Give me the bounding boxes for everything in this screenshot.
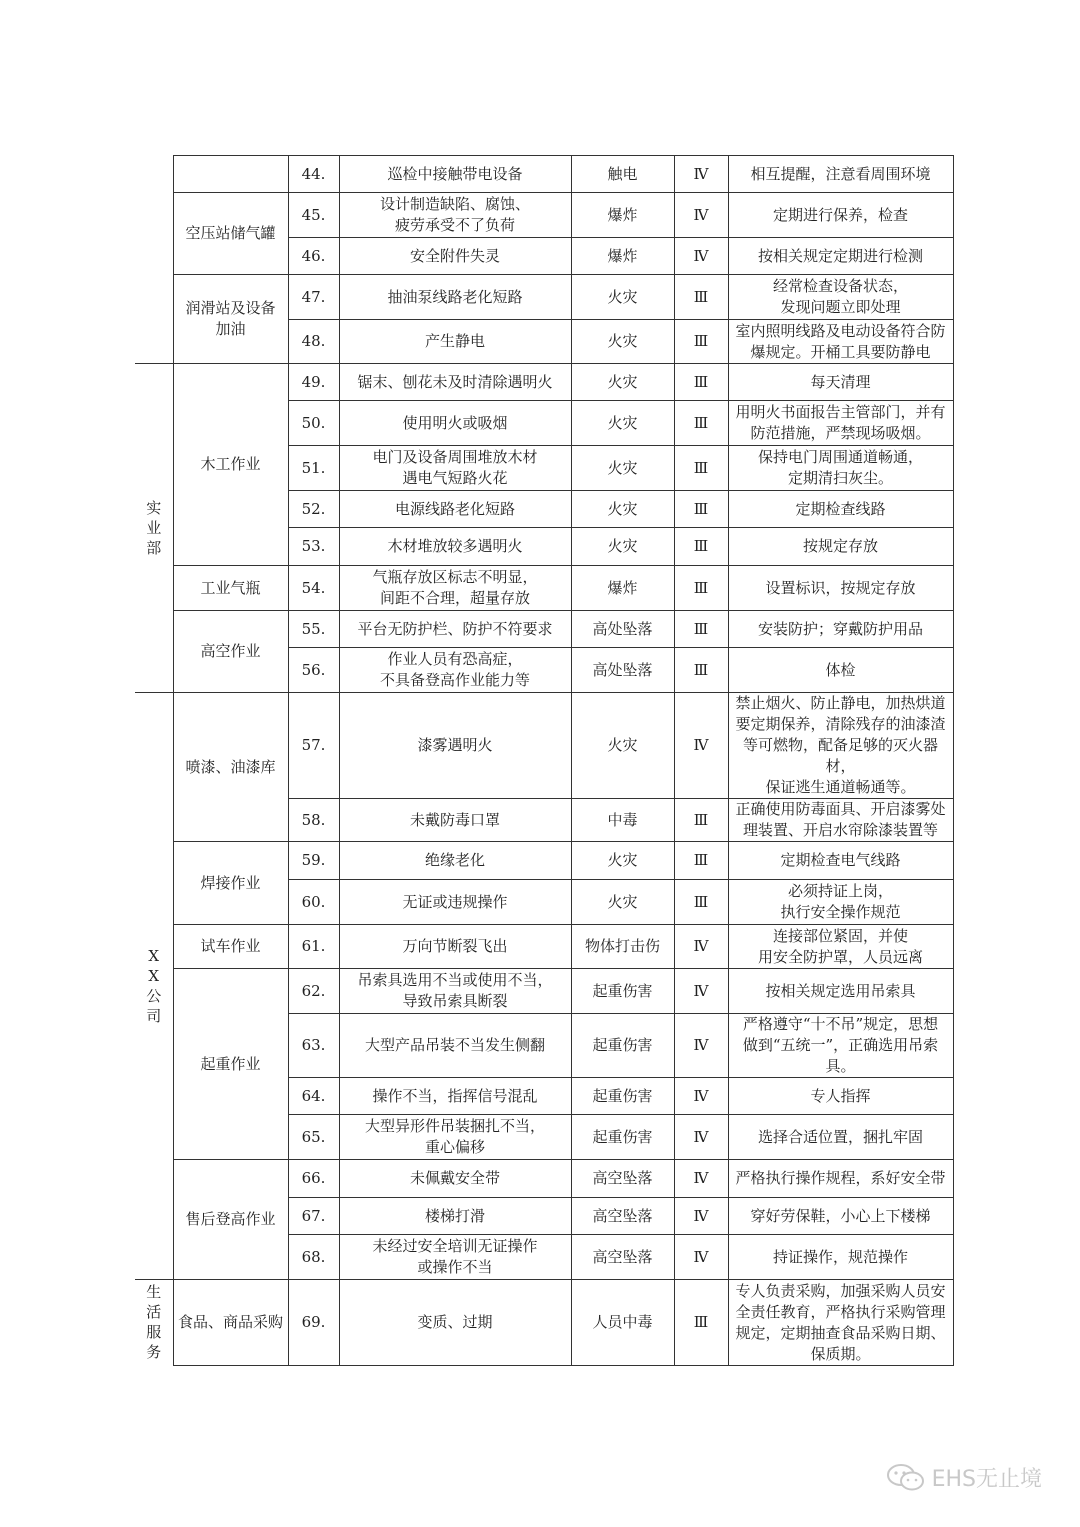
- control-measure: 体检: [728, 648, 953, 693]
- hazard-cell: 产生静电: [339, 320, 571, 364]
- hazard-cell: 安全附件失灵: [339, 238, 571, 275]
- risk-level: Ⅳ: [674, 1160, 728, 1198]
- control-measure: 室内照明线路及电动设备符合防 爆规定。开桶工具要防静电: [728, 320, 953, 364]
- risk-level: Ⅳ: [674, 1078, 728, 1115]
- control-measure: 严格执行操作规程，系好安全带: [728, 1160, 953, 1198]
- watermark-text: EHS无止境: [931, 1467, 1042, 1492]
- hazard-cell: 吊索具选用不当或使用不当， 导致吊索具断裂: [339, 969, 571, 1014]
- row-number: 65.: [288, 1115, 339, 1160]
- hazard-cell: 楼梯打滑: [339, 1198, 571, 1235]
- area-cell: 焊接作业: [173, 842, 288, 925]
- hazard-cell: 未佩戴安全带: [339, 1160, 571, 1198]
- accident-type: 爆炸: [571, 566, 674, 611]
- row-number: 67.: [288, 1198, 339, 1235]
- table-row: [135, 693, 953, 799]
- control-measure: 正确使用防毒面具、开启漆雾处 理装置、开启水帘除漆装置等: [728, 799, 953, 842]
- accident-type: 火灾: [571, 401, 674, 446]
- area-cell: 空压站储气罐: [173, 193, 288, 275]
- area-cell: 高空作业: [173, 611, 288, 693]
- row-number: 62.: [288, 969, 339, 1014]
- risk-level: Ⅳ: [674, 193, 728, 238]
- row-number: 51.: [288, 446, 339, 491]
- table-row: [135, 193, 953, 238]
- risk-level: Ⅳ: [674, 1014, 728, 1078]
- risk-level: Ⅲ: [674, 799, 728, 842]
- dept-xx-company: [135, 693, 173, 1280]
- hazard-cell: 变质、过期: [339, 1280, 571, 1366]
- hazard-cell: 操作不当，指挥信号混乱: [339, 1078, 571, 1115]
- row-number: 45.: [288, 193, 339, 238]
- row-number: 63.: [288, 1014, 339, 1078]
- control-measure: 专人负责采购，加强采购人员安 全责任教育，严格执行采购管理 规定，定期抽查食品采购日期、 保质期。: [728, 1280, 953, 1366]
- control-measure: 连接部位紧固，并使 用安全防护罩，人员远离: [728, 925, 953, 969]
- risk-level: Ⅳ: [674, 1235, 728, 1280]
- risk-level: Ⅲ: [674, 275, 728, 320]
- row-number: 69.: [288, 1280, 339, 1366]
- hazard-cell: 抽油泵线路老化短路: [339, 275, 571, 320]
- control-measure: 选择合适位置，捆扎牢固: [728, 1115, 953, 1160]
- control-measure: 用明火书面报告主管部门，并有 防范措施，严禁现场吸烟。: [728, 401, 953, 446]
- row-number: 61.: [288, 925, 339, 969]
- area-cell: 起重作业: [173, 969, 288, 1160]
- wechat-icon: [886, 1463, 926, 1493]
- control-measure: 定期检查线路: [728, 491, 953, 528]
- hazard-cell: 设计制造缺陷、腐蚀、 疲劳承受不了负荷: [339, 193, 571, 238]
- row-number: 59.: [288, 842, 339, 880]
- hazard-cell: 使用明火或吸烟: [339, 401, 571, 446]
- table-row: [135, 566, 953, 611]
- hazard-cell: 木材堆放较多遇明火: [339, 528, 571, 566]
- accident-type: 爆炸: [571, 193, 674, 238]
- accident-type: 高处坠落: [571, 648, 674, 693]
- hazard-cell: 漆雾遇明火: [339, 693, 571, 799]
- control-measure: 设置标识，按规定存放: [728, 566, 953, 611]
- row-number: 64.: [288, 1078, 339, 1115]
- row-number: 60.: [288, 880, 339, 925]
- risk-level: Ⅳ: [674, 969, 728, 1014]
- accident-type: 火灾: [571, 528, 674, 566]
- table-row: [135, 611, 953, 648]
- accident-type: 物体打击伤: [571, 925, 674, 969]
- control-measure: 按相关规定定期进行检测: [728, 238, 953, 275]
- area-cell: 工业气瓶: [173, 566, 288, 611]
- hazard-cell: 无证或违规操作: [339, 880, 571, 925]
- hazard-cell: 绝缘老化: [339, 842, 571, 880]
- table-row: [135, 925, 953, 969]
- control-measure: 穿好劳保鞋，小心上下楼梯: [728, 1198, 953, 1235]
- risk-level: Ⅲ: [674, 1280, 728, 1366]
- row-number: 47.: [288, 275, 339, 320]
- row-number: 66.: [288, 1160, 339, 1198]
- accident-type: 火灾: [571, 320, 674, 364]
- area-cell: 试车作业: [173, 925, 288, 969]
- hazard-table: [135, 155, 954, 1366]
- accident-type: 高空坠落: [571, 1235, 674, 1280]
- row-number: 46.: [288, 238, 339, 275]
- table-row: [135, 275, 953, 320]
- accident-type: 触电: [571, 156, 674, 193]
- control-measure: 每天清理: [728, 364, 953, 401]
- row-number: 49.: [288, 364, 339, 401]
- dept-blank: [135, 156, 173, 364]
- control-measure: 禁止烟火、防止静电，加热烘道 要定期保养，清除残存的油漆渣 等可燃物，配备足够的灭火器材， 保证逃生通道畅通等。: [728, 693, 953, 799]
- control-measure: 必须持证上岗， 执行安全操作规范: [728, 880, 953, 925]
- area-cell: 食品、商品采购: [173, 1280, 288, 1366]
- accident-type: 起重伤害: [571, 1115, 674, 1160]
- risk-level: Ⅲ: [674, 491, 728, 528]
- accident-type: 高空坠落: [571, 1160, 674, 1198]
- accident-type: 火灾: [571, 693, 674, 799]
- accident-type: 起重伤害: [571, 1014, 674, 1078]
- risk-level: Ⅲ: [674, 528, 728, 566]
- risk-level: Ⅲ: [674, 401, 728, 446]
- risk-level: Ⅳ: [674, 1115, 728, 1160]
- row-number: 55.: [288, 611, 339, 648]
- hazard-cell: 大型异形件吊装捆扎不当， 重心偏移: [339, 1115, 571, 1160]
- risk-level: Ⅲ: [674, 446, 728, 491]
- accident-type: 火灾: [571, 880, 674, 925]
- row-number: 53.: [288, 528, 339, 566]
- control-measure: 定期进行保养，检查: [728, 193, 953, 238]
- hazard-cell: 电源线路老化短路: [339, 491, 571, 528]
- risk-level: Ⅳ: [674, 693, 728, 799]
- control-measure: 相互提醒，注意看周围环境: [728, 156, 953, 193]
- accident-type: 高处坠落: [571, 611, 674, 648]
- area-cell: 售后登高作业: [173, 1160, 288, 1280]
- row-number: 44.: [288, 156, 339, 193]
- control-measure: 按相关规定选用吊索具: [728, 969, 953, 1014]
- control-measure: 安装防护；穿戴防护用品: [728, 611, 953, 648]
- accident-type: 火灾: [571, 275, 674, 320]
- dept-label: 生活服务: [146, 1283, 162, 1362]
- table-row: [135, 1160, 953, 1198]
- control-measure: 经常检查设备状态， 发现问题立即处理: [728, 275, 953, 320]
- control-measure: 持证操作，规范操作: [728, 1235, 953, 1280]
- table-row: [135, 1280, 953, 1366]
- row-number: 50.: [288, 401, 339, 446]
- accident-type: 火灾: [571, 446, 674, 491]
- row-number: 58.: [288, 799, 339, 842]
- control-measure: 保持电门周围通道畅通， 定期清扫灰尘。: [728, 446, 953, 491]
- control-measure: 按规定存放: [728, 528, 953, 566]
- risk-level: Ⅲ: [674, 842, 728, 880]
- hazard-cell: 未经过安全培训无证操作 或操作不当: [339, 1235, 571, 1280]
- risk-level: Ⅲ: [674, 648, 728, 693]
- row-number: 57.: [288, 693, 339, 799]
- accident-type: 起重伤害: [571, 1078, 674, 1115]
- hazard-cell: 平台无防护栏、防护不符要求: [339, 611, 571, 648]
- dept-life-service: [135, 1280, 173, 1366]
- row-number: 48.: [288, 320, 339, 364]
- table-row: [135, 364, 953, 401]
- risk-level: Ⅲ: [674, 611, 728, 648]
- dept-label: 实业部: [146, 498, 162, 557]
- accident-type: 人员中毒: [571, 1280, 674, 1366]
- accident-type: 火灾: [571, 842, 674, 880]
- risk-level: Ⅲ: [674, 880, 728, 925]
- hazard-cell: 锯末、刨花未及时清除遇明火: [339, 364, 571, 401]
- row-number: 54.: [288, 566, 339, 611]
- risk-level: Ⅲ: [674, 364, 728, 401]
- accident-type: 高空坠落: [571, 1198, 674, 1235]
- hazard-cell: 气瓶存放区标志不明显， 间距不合理，超量存放: [339, 566, 571, 611]
- risk-level: Ⅳ: [674, 925, 728, 969]
- risk-level: Ⅲ: [674, 320, 728, 364]
- risk-level: Ⅳ: [674, 156, 728, 193]
- area-cell: 喷漆、油漆库: [173, 693, 288, 842]
- dept-shiyebu: [135, 364, 173, 693]
- risk-level: Ⅳ: [674, 238, 728, 275]
- dept-label: XX公司: [146, 946, 162, 1025]
- area-cell: 润滑站及设备 加油: [173, 275, 288, 364]
- row-number: 52.: [288, 491, 339, 528]
- watermark: [886, 1462, 1042, 1493]
- hazard-cell: 作业人员有恐高症， 不具备登高作业能力等: [339, 648, 571, 693]
- table-row: [135, 156, 953, 193]
- risk-level: Ⅲ: [674, 566, 728, 611]
- row-number: 56.: [288, 648, 339, 693]
- hazard-cell: 万向节断裂飞出: [339, 925, 571, 969]
- hazard-cell: 未戴防毒口罩: [339, 799, 571, 842]
- hazard-cell: 电门及设备周围堆放木材 遇电气短路火花: [339, 446, 571, 491]
- hazard-cell: 巡检中接触带电设备: [339, 156, 571, 193]
- table-row: [135, 842, 953, 880]
- accident-type: 爆炸: [571, 238, 674, 275]
- control-measure: 专人指挥: [728, 1078, 953, 1115]
- control-measure: 严格遵守“十不吊”规定，思想 做到“五统一”，正确选用吊索具。: [728, 1014, 953, 1078]
- risk-level: Ⅳ: [674, 1198, 728, 1235]
- control-measure: 定期检查电气线路: [728, 842, 953, 880]
- row-number: 68.: [288, 1235, 339, 1280]
- accident-type: 火灾: [571, 491, 674, 528]
- accident-type: 起重伤害: [571, 969, 674, 1014]
- table-row: [135, 969, 953, 1014]
- hazard-cell: 大型产品吊装不当发生侧翻: [339, 1014, 571, 1078]
- hazard-table-body: [135, 156, 953, 1366]
- area-cell: [173, 156, 288, 193]
- accident-type: 火灾: [571, 364, 674, 401]
- area-cell: 木工作业: [173, 364, 288, 566]
- accident-type: 中毒: [571, 799, 674, 842]
